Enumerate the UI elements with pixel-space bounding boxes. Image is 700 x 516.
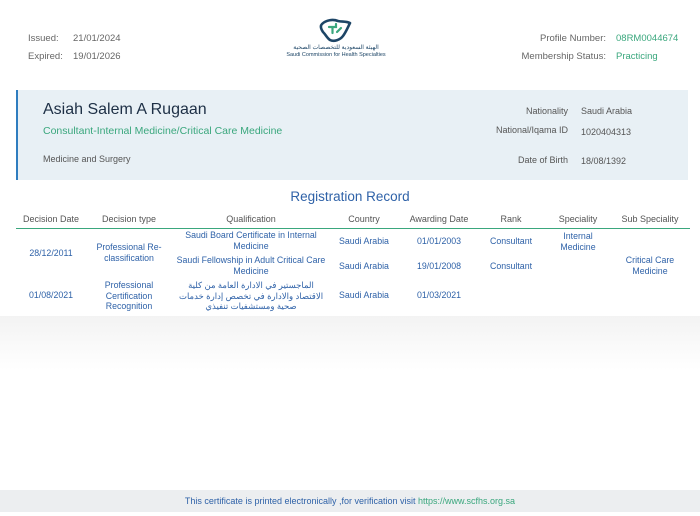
national-id-value: 1020404313 <box>581 127 632 137</box>
logo-text-english: Saudi Commission for Health Specialties <box>286 52 386 58</box>
membership-status-label: Membership Status: <box>521 50 606 62</box>
table-header <box>16 210 690 229</box>
column-header: Speciality <box>558 214 598 224</box>
column-header: Rank <box>500 214 522 224</box>
expired-label: Expired: <box>28 50 63 62</box>
decision-date: 28/12/2011 <box>29 248 73 258</box>
awarding-date: 19/01/2008 <box>416 261 462 271</box>
nationality-value: Saudi Arabia <box>581 106 633 116</box>
date-of-birth-label: Date of Birth <box>517 155 568 165</box>
country: Saudi Arabia <box>339 261 389 271</box>
country: Saudi Arabia <box>339 290 389 300</box>
profile-info <box>522 29 678 65</box>
profile-card <box>16 90 688 180</box>
issued-label: Issued: <box>28 32 59 44</box>
column-header: Sub Speciality <box>621 214 679 224</box>
practitioner-title: Consultant-Internal Medicine/Critical Care Medicine <box>43 125 283 137</box>
decision-date: 01/08/2021 <box>28 290 74 300</box>
column-header: Decision type <box>101 214 157 224</box>
registration-record-title: Registration Record <box>290 189 410 204</box>
qualification: الماجستير في الادارة العامة من كلية الاقتصاد والادارة في تخصص إدارة خدمات صحية ومستشفيات تنفيذي <box>178 280 324 311</box>
date-of-birth-value: 18/08/1392 <box>581 156 627 166</box>
national-id-label: National/Iqama ID <box>495 125 568 135</box>
rank: Consultant <box>489 261 533 271</box>
practitioner-department: Medicine and Surgery <box>43 154 131 164</box>
profile-number-label: Profile Number: <box>540 32 606 44</box>
practitioner-name: Asiah Salem A Rugaan <box>43 101 207 118</box>
qualification: Saudi Fellowship in Adult Critical Care Medicine <box>176 255 326 276</box>
section-divider <box>0 316 700 370</box>
country: Saudi Arabia <box>339 236 389 246</box>
column-header: Country <box>348 214 380 224</box>
awarding-date: 01/03/2021 <box>416 290 462 300</box>
certificate-header <box>0 0 700 85</box>
registration-table <box>16 210 690 311</box>
scfhs-logo-icon <box>319 18 353 44</box>
verification-footer <box>0 490 700 512</box>
column-header: Decision Date <box>22 214 80 224</box>
nationality-label: Nationality <box>525 106 568 116</box>
scfhs-logo <box>276 18 396 59</box>
verification-link[interactable]: https://www.scfhs.org.sa <box>418 496 516 506</box>
decision-type: Professional Certification Recognition <box>104 280 154 311</box>
column-header: Qualification <box>226 214 276 224</box>
qualification: Saudi Board Certificate in Internal Medicine <box>185 230 317 251</box>
membership-status-value: Practicing <box>616 50 658 62</box>
footer-text: This certificate is printed electronically ,for verification visit <box>184 496 419 506</box>
issued-value: 21/01/2024 <box>73 32 121 44</box>
speciality: Internal Medicine <box>560 231 596 252</box>
decision-type: Professional Re-classification <box>96 242 162 263</box>
sub-speciality: Critical Care Medicine <box>625 255 675 276</box>
column-header: Awarding Date <box>409 214 469 224</box>
awarding-date: 01/01/2003 <box>416 236 462 246</box>
validity-info <box>28 29 121 65</box>
expired-value: 19/01/2026 <box>73 50 121 62</box>
rank: Consultant <box>489 236 533 246</box>
logo-text-arabic: الهيئة السعودية للتخصصات الصحية <box>293 45 379 51</box>
profile-number-value: 08RM0044674 <box>616 32 679 44</box>
